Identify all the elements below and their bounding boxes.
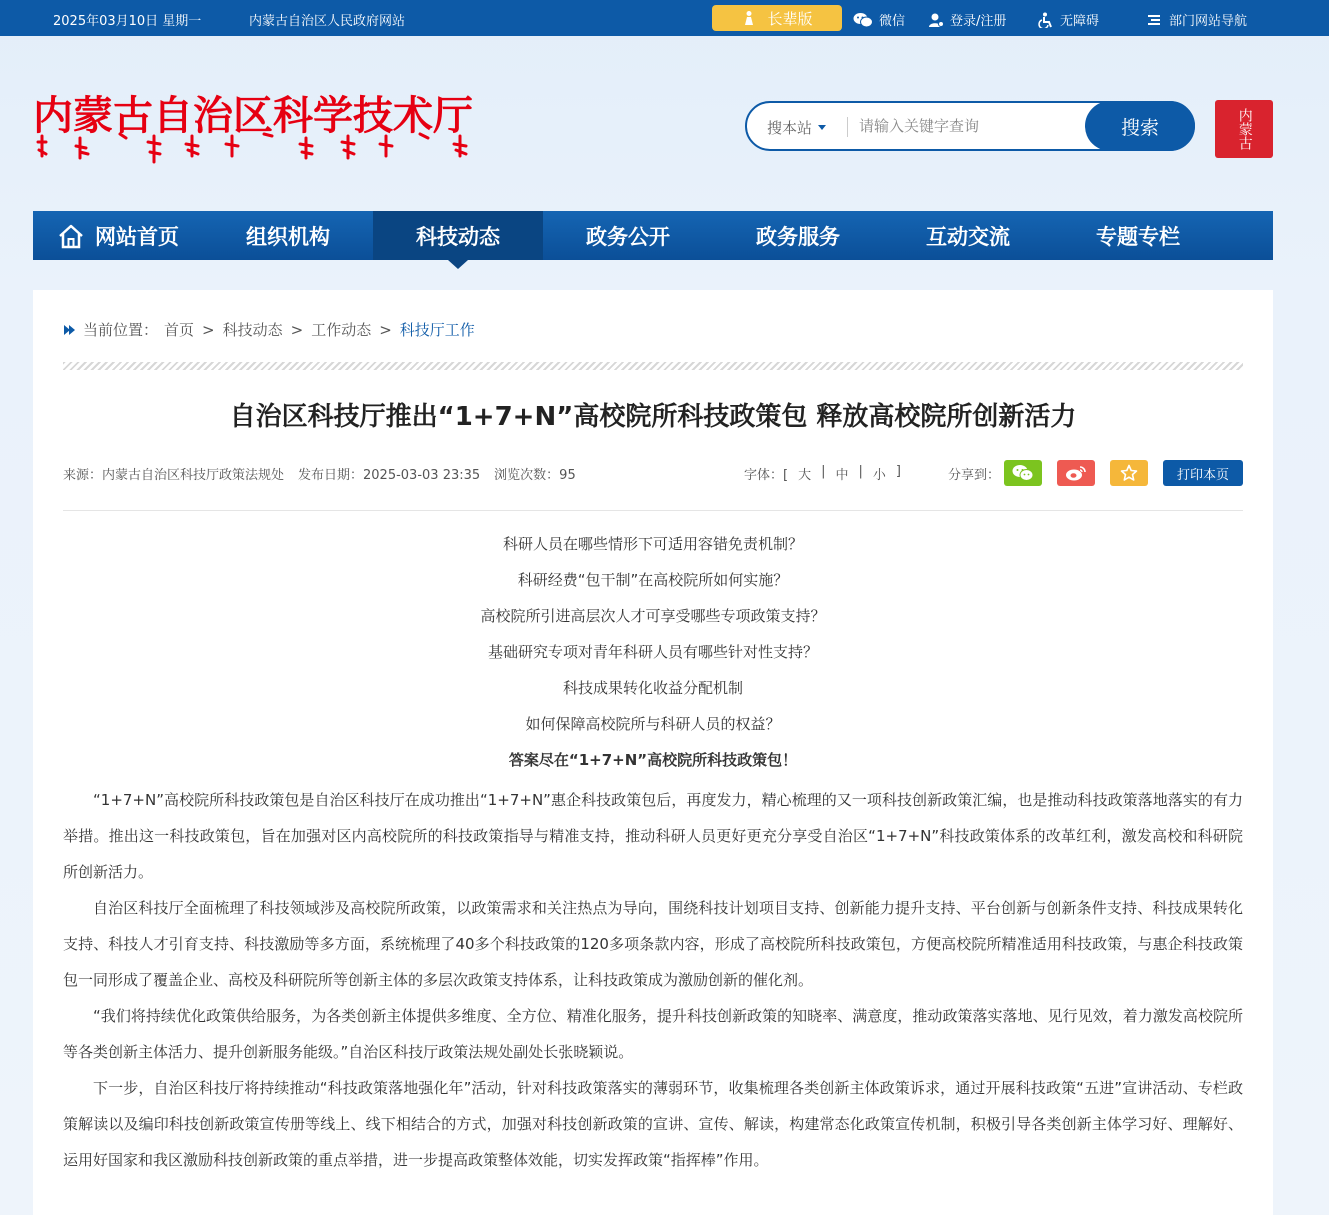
mongolian-script-logo	[36, 132, 476, 172]
breadcrumb-home[interactable]: 首页	[164, 321, 195, 339]
site-logo-text[interactable]: 内蒙古自治区科学技术厅	[33, 92, 473, 139]
accessibility-label: 无障碍	[1060, 14, 1100, 29]
nav-label: 互动交流	[926, 224, 1010, 249]
weibo-icon	[1065, 464, 1087, 482]
font-size-divider: |	[858, 464, 863, 479]
star-icon	[1120, 464, 1138, 482]
user-icon	[928, 12, 944, 28]
home-icon	[57, 223, 85, 249]
nav-label: 政务服务	[756, 224, 840, 249]
search-button[interactable]: 搜索	[1085, 101, 1195, 151]
seal-text: 内蒙古	[1236, 108, 1253, 150]
caret-down-icon	[818, 125, 826, 130]
breadcrumb-separator: >	[379, 320, 392, 339]
meta-divider	[63, 510, 1243, 511]
nav-label: 政务公开	[586, 224, 670, 249]
hatched-divider	[63, 362, 1243, 370]
article-source: 来源：内蒙古自治区科技厅政策法规处	[63, 468, 285, 483]
login-label: 登录/注册	[950, 14, 1007, 29]
wechat-icon	[1012, 464, 1034, 482]
dept-nav-link[interactable]	[1147, 10, 1247, 29]
dept-nav-label: 部门网站导航	[1169, 14, 1248, 29]
search-divider	[847, 117, 848, 137]
article-answer-line: 答案尽在“1+7+N”高校院所科技政策包！	[508, 751, 798, 769]
share-label: 分享到：	[948, 468, 1001, 483]
article-views: 浏览次数：95	[494, 468, 576, 483]
article-title: 自治区科技厅推出“1+7+N”高校院所科技政策包 释放高校院所创新活力	[229, 402, 1077, 432]
gov-website-link[interactable]: 内蒙古自治区人民政府网站	[249, 14, 406, 29]
nav-label: 组织机构	[246, 224, 330, 249]
article-question: 科研人员在哪些情形下可适用容错免责机制？	[502, 535, 803, 553]
font-size-divider: |	[821, 464, 826, 479]
breadcrumb-work-news[interactable]: 工作动态	[311, 321, 372, 339]
elder-mode-label: 长辈版	[767, 9, 813, 28]
elder-icon	[741, 10, 757, 26]
print-button[interactable]: 打印本页	[1163, 460, 1243, 486]
wechat-icon	[853, 12, 873, 28]
seal-logo	[1215, 100, 1273, 158]
share-wechat-button[interactable]	[1004, 460, 1042, 486]
nav-item-special-topics[interactable]	[1053, 211, 1223, 260]
article-paragraph: “我们将持续优化政策供给服务，为各类创新主体提供多维度、全方位、精准化服务，提升科技创新政策的知晓率、满意度，推动政策落实落地、见行见效，着力激发高校院所等各类创新主体活力、提升创新服务能级。”自治区科技厅政策法规处副处长张晓颖说。	[63, 1007, 1243, 1061]
accessibility-icon	[1038, 12, 1054, 28]
article-paragraph: 下一步，自治区科技厅将持续推动“科技政策落地强化年”活动，针对科技政策落实的薄弱环节，收集梳理各类创新主体政策诉求，通过开展科技政策“五进”宣讲活动、专栏政策解读以及编印科技创新政策宣传册等线上、线下相结合的方式，加强对科技创新政策的宣讲、宣传、解读，构建常态化政策宣传机制，积极引导各类创新主体学习好、理解好、运用好国家和我区激励科技创新政策的重点举措，进一步提高政策整体效能，切实发挥政策“指挥棒”作用。	[63, 1079, 1243, 1169]
breadcrumb-tech-news[interactable]: 科技动态	[222, 321, 283, 339]
elder-mode-button[interactable]	[712, 5, 842, 31]
article-paragraph: 自治区科技厅全面梳理了科技领域涉及高校院所政策，以政策需求和关注热点为导向，围绕科技计划项目支持、创新能力提升支持、平台创新与创新条件支持、科技成果转化支持、科技人才引育支持、科技激励等多方面，系统梳理了40多个科技政策的120多项条款内容，形成了高校院所科技政策包，方便高校院所精准适用科技政策，与惠企科技政策包一同形成了覆盖企业、高校及科研院所等创新主体的多层次政策支持体系，让科技政策成为激励创新的催化剂。	[63, 899, 1243, 989]
article-date: 发布日期：2025-03-03 23:35	[298, 468, 481, 483]
article-question: 高校院所引进高层次人才可享受哪些专项政策支持？	[480, 607, 826, 625]
font-size-medium[interactable]: 中	[835, 468, 849, 483]
login-link[interactable]	[928, 10, 1006, 29]
article-meta	[63, 464, 576, 483]
article-body	[63, 530, 1243, 1178]
top-bar	[0, 0, 1329, 36]
article-question: 如何保障高校院所与科研人员的权益？	[525, 715, 781, 733]
double-arrow-icon	[63, 324, 77, 336]
nav-label: 专题专栏	[1096, 224, 1180, 249]
breadcrumb-current[interactable]: 科技厅工作	[399, 321, 475, 339]
font-size-close: ]	[895, 464, 901, 479]
search-box	[745, 101, 1195, 151]
favorite-button[interactable]	[1110, 460, 1148, 486]
search-scope-label: 搜本站	[767, 119, 813, 137]
breadcrumb-separator: >	[202, 320, 215, 339]
content-panel	[33, 290, 1273, 1215]
wechat-label: 微信	[879, 14, 906, 29]
font-size-controls	[744, 464, 901, 483]
article-question: 基础研究专项对青年科研人员有哪些针对性支持？	[487, 643, 818, 661]
nav-item-tech-news[interactable]	[373, 211, 543, 260]
nav-label: 科技动态	[416, 224, 500, 249]
current-date: 2025年03月10日 星期一	[53, 14, 202, 29]
article-paragraph: “1+7+N”高校院所科技政策包是自治区科技厅在成功推出“1+7+N”惠企科技政策包后，再度发力，精心梳理的又一项科技创新政策汇编，也是推动科技政策落地落实的有力举措。推出这一科技政策包，旨在加强对区内高校院所的科技政策指导与精准支持，推动科研人员更好更充分享受自治区“1+7+N”科技政策体系的改革红利，激发高校和科研院所创新活力。	[63, 791, 1243, 881]
nav-item-home[interactable]	[33, 211, 203, 260]
nav-label: 网站首页	[95, 224, 179, 249]
article-question: 科研经费“包干制”在高校院所如何实施？	[517, 571, 789, 589]
menu-icon	[1147, 13, 1163, 27]
breadcrumb-prefix: 当前位置：	[83, 321, 159, 339]
nav-item-interaction[interactable]	[883, 211, 1053, 260]
search-input[interactable]	[859, 111, 1079, 141]
article-question: 科技成果转化收益分配机制	[562, 679, 743, 697]
font-size-large[interactable]: 大	[798, 468, 812, 483]
nav-item-gov-affairs[interactable]	[543, 211, 713, 260]
wechat-link[interactable]	[853, 10, 905, 29]
breadcrumb-separator: >	[290, 320, 304, 339]
nav-item-gov-services[interactable]	[713, 211, 883, 260]
accessibility-link[interactable]	[1038, 10, 1099, 29]
search-scope-dropdown[interactable]	[767, 117, 826, 138]
breadcrumb	[63, 319, 475, 340]
main-nav	[33, 211, 1273, 260]
share-weibo-button[interactable]	[1057, 460, 1095, 486]
font-size-label: 字体：[	[744, 468, 789, 483]
nav-item-organization[interactable]	[203, 211, 373, 260]
font-size-small[interactable]: 小	[872, 468, 886, 483]
